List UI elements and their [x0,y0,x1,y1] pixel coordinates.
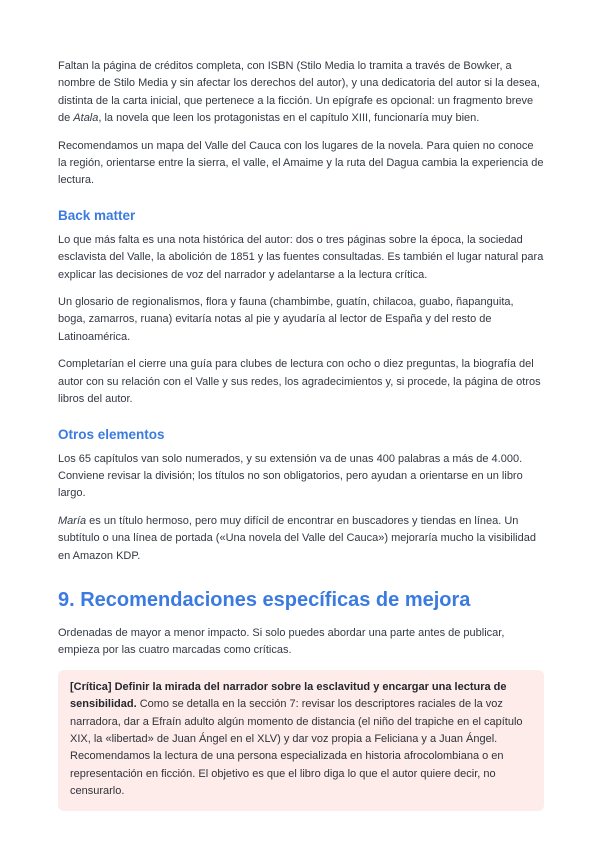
callout-bold-lead: [Crítica] Definir la mirada del narrador sobre la esclavitud y encargar una lectura de sensibilidad. [70,680,507,711]
callout-body: Como se detalla en la sección 7: revisar los descriptores raciales de la voz narradora, dar a Efraín adulto algún momento de distancia (el niño del trapiche en el capítulo XIX, la «libertad» de Juan Ángel en el XLV) y dar voz propia a Feliciana y a Juan Ángel. Recomendamos la lectura de una persona especializada en historia afrocolombiana o en representación en ficción. El objetivo es que el libro diga lo que el autor quiere decir, no censurarlo. [70,698,523,798]
callout-text [70,679,532,801]
historical-note-paragraph: Lo que más falta es una nota histórica del autor: dos o tres páginas sobre la época, la sociedad esclavista del Valle, la abolición de 1851 y las fuentes consultadas. Es también el lugar natural para explicar las decisiones de voz del narrador y adelantarse a la lectura crítica. [58,233,544,281]
map-paragraph: Recomendamos un mapa del Valle del Cauca con los lugares de la novela. Para quien no conoce la región, orientarse entre la sierra, el valle, el Amaime y la ruta del Dagua cambia la experiencia de lectura. [58,139,544,187]
section-9-heading: 9. Recomendaciones específicas de mejora [58,588,471,611]
maria-title: María [58,514,87,527]
closing-matter-paragraph: Completarían el cierre una guía para clubes de lectura con ocho o diez preguntas, la biografía del autor con su relación con el Valle y sus redes, los agradecimientos y, si procede, la página de otros libros del autor. [58,358,541,406]
atala-title: Atala [73,112,99,125]
credits-paragraph: Faltan la página de créditos completa, con ISBN (Stilo Media lo tramita a través de Bowker, a nombre de Stilo Media y sin afectar los derechos del autor), y una dedicatoria del autor si la desea, distinta de la carta inicial, que pertenece a la ficción. Un epígrafe es opcional: un fragmento breve de Atala, la novela que leen los protagonistas en el capítulo XIII, funcionaría muy bien. [58,60,540,125]
section-9-intro: Ordenadas de mayor a menor impacto. Si solo puedes abordar una parte antes de publicar, empieza por las cuatro marcadas como críticas. [58,626,505,657]
chapters-paragraph: Los 65 capítulos van solo numerados, y su extensión va de unas 400 palabras a más de 4.000. Conviene revisar la división; los títulos no son obligatorios, pero ayudan a orientarse en un libro largo. [58,452,523,500]
glossary-paragraph: Un glosario de regionalismos, flora y fauna (chambimbe, guatín, chilacoa, guabo, ñapanguita, boga, zamarros, ruana) evitaría notas al pie y ayudaría al lector de España y del resto de Latinoamérica. [58,296,514,343]
critical-recommendation-callout [58,670,544,811]
title-visibility-paragraph: María es un título hermoso, pero muy difícil de encontrar en buscadores y tiendas en línea. Un subtítulo o una línea de portada («Una novela del Valle del Cauca») mejoraría mucho la visibilidad en Amazon KDP. [58,514,536,562]
page-content [58,58,544,811]
back-matter-heading: Back matter [58,207,136,223]
other-elements-heading: Otros elementos [58,426,165,442]
